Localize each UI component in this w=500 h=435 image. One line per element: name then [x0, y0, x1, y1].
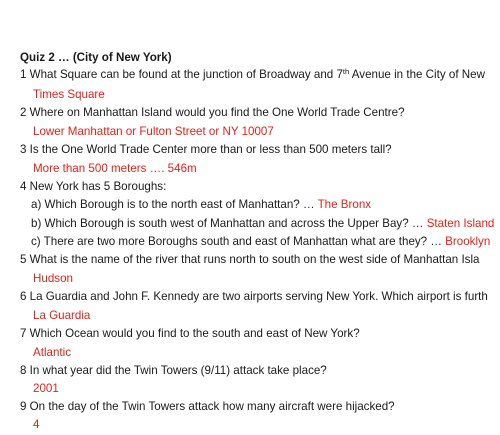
question-4a — [31, 198, 371, 212]
question-1-superscript: th — [342, 67, 350, 76]
answer-4c: Brooklyn — [445, 235, 491, 248]
question-1 — [20, 68, 485, 82]
answer-1: Times Square — [33, 88, 105, 101]
question-4b — [31, 217, 494, 231]
answer-3: More than 500 meters …. 546m — [33, 162, 197, 175]
question-8: 8 In what year did the Twin Towers (9/11) attack take place? — [20, 364, 327, 377]
question-5: 5 What is the name of the river that runs north to south on the west side of Manhattan Isla — [20, 253, 480, 266]
question-9: 9 On the day of the Twin Towers attack how many aircraft were hijacked? — [20, 400, 395, 413]
question-6: 6 La Guardia and John F. Kennedy are two airports serving New York. Which airport is furth — [20, 290, 488, 303]
question-4c-text: c) There are two more Boroughs south and east of Manhattan what are they? … — [31, 235, 446, 248]
question-1-text-end: Avenue in the City of New — [349, 68, 485, 81]
question-3: 3 Is the One World Trade Center more than or less than 500 meters tall? — [20, 143, 392, 156]
question-7: 7 Which Ocean would you find to the south and east of New York? — [20, 327, 360, 340]
answer-2: Lower Manhattan or Fulton Street or NY 10007 — [33, 125, 274, 138]
question-4a-text: a) Which Borough is to the north east of Manhattan? … — [31, 198, 318, 211]
question-4c — [31, 235, 490, 249]
question-2: 2 Where on Manhattan Island would you find the One World Trade Centre? — [20, 106, 405, 119]
quiz-title: Quiz 2 … (City of New York) — [20, 51, 172, 64]
question-4: 4 New York has 5 Boroughs: — [20, 180, 167, 193]
answer-5: Hudson — [33, 272, 73, 285]
question-4b-text: b) Which Borough is south west of Manhattan and across the Upper Bay? … — [31, 217, 427, 230]
answer-4b: Staten Island — [426, 217, 495, 230]
answer-4a: The Bronx — [317, 198, 372, 211]
answer-8: 2001 — [33, 382, 59, 395]
answer-7: Atlantic — [33, 346, 72, 359]
question-1-text: 1 What Square can be found at the junction of Broadway and 7 — [20, 68, 343, 81]
answer-6: La Guardia — [33, 309, 91, 322]
answer-9: 4 — [33, 418, 40, 431]
